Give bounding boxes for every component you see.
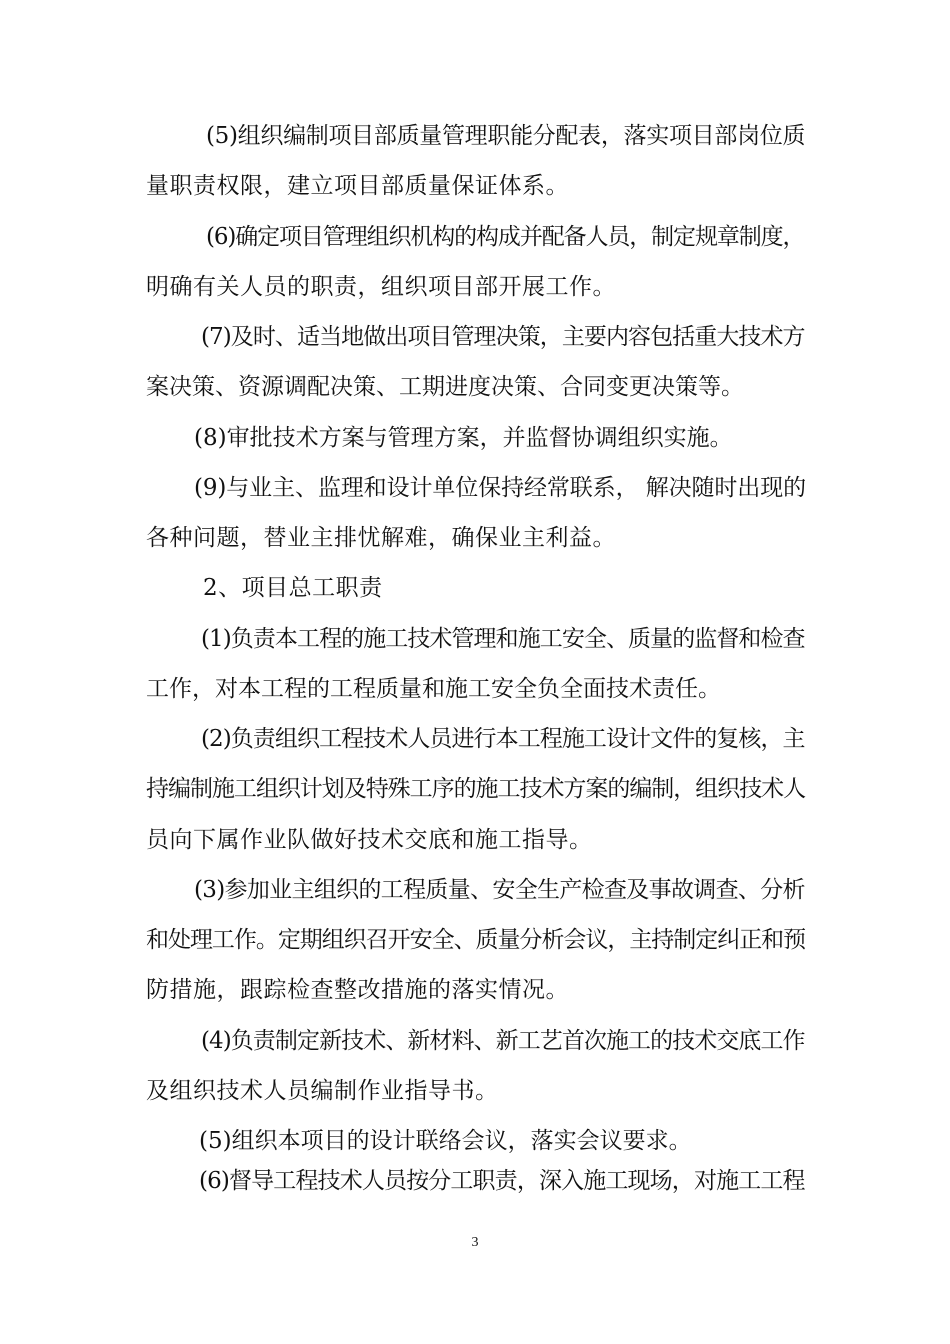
text-line: (8)审批技术方案与管理方案，并监督协调组织实施。 — [194, 425, 733, 451]
text-line: (6)确定项目管理组织机构的构成并配备人员，制定规章制度， — [206, 224, 805, 250]
text-line: (5)组织编制项目部质量管理职能分配表，落实项目部岗位质 — [206, 123, 806, 149]
text-line: 案决策、资源调配决策、工期进度决策、合同变更决策等。 — [146, 374, 744, 400]
section-heading: 2、项目总工职责 — [203, 575, 383, 601]
text-line: (1)负责本工程的施工技术管理和施工安全、质量的监督和检查 — [201, 626, 805, 652]
text-line: (6)督导工程技术人员按分工职责，深入施工现场，对施工工程 — [199, 1168, 805, 1194]
text-line: 工作，对本工程的工程质量和施工安全负全面技术责任。 — [146, 676, 721, 702]
text-line: 及组织技术人员编制作业指导书。 — [146, 1078, 499, 1104]
text-line: (7)及时、适当地做出项目管理决策，主要内容包括重大技术方 — [201, 324, 805, 350]
text-line: (4)负责制定新技术、新材料、新工艺首次施工的技术交底工作 — [201, 1028, 805, 1054]
text-line: 和处理工作。定期组织召开安全、质量分析会议，主持制定纠正和预 — [146, 927, 806, 953]
text-line: 员向下属作业队做好技术交底和施工指导。 — [146, 827, 593, 853]
text-line: (5)组织本项目的设计联络会议，落实会议要求。 — [199, 1128, 692, 1154]
text-line: 防措施，跟踪检查整改措施的落实情况。 — [146, 977, 569, 1003]
text-line: (9)与业主、监理和设计单位保持经常联系， 解决随时出现的 — [194, 475, 806, 501]
text-line: 量职责权限，建立项目部质量保证体系。 — [146, 173, 569, 199]
text-line: 明确有关人员的职责，组织项目部开展工作。 — [146, 274, 616, 300]
text-line: (2)负责组织工程技术人员进行本工程施工设计文件的复核，主 — [201, 726, 805, 752]
text-line: 持编制施工组织计划及特殊工序的施工技术方案的编制，组织技术人 — [146, 776, 806, 802]
text-line: 各种问题，替业主排忧解难，确保业主利益。 — [146, 525, 616, 551]
page-number: 3 — [471, 1235, 479, 1250]
text-line: (3)参加业主组织的工程质量、安全生产检查及事故调查、分析 — [194, 877, 805, 903]
